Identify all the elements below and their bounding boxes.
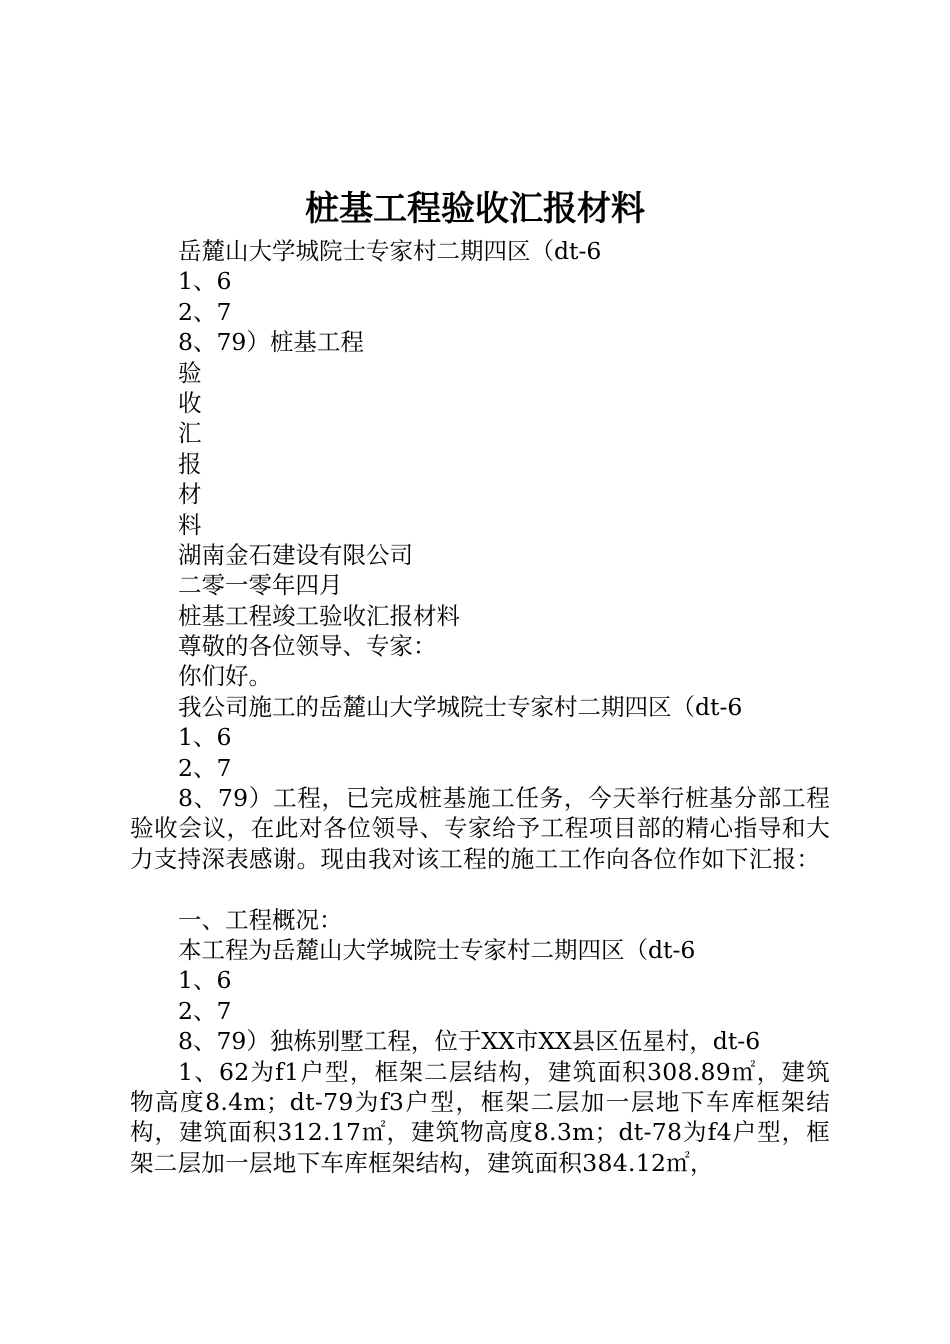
text-line: 1、6 <box>178 267 232 296</box>
text-line: 汇 <box>178 419 202 448</box>
text-line: 1、6 <box>178 723 232 752</box>
document-title: 桩基工程验收汇报材料 <box>305 189 645 229</box>
text-line: 2、7 <box>178 297 232 326</box>
text-line: 1、6 <box>178 966 232 995</box>
text-line: 8、79）桩基工程 <box>178 328 364 357</box>
text-line: 2、7 <box>178 996 232 1025</box>
document-body <box>130 236 830 1178</box>
text-line: 材 <box>178 480 202 509</box>
company-name: 湖南金石建设有限公司 <box>178 540 413 569</box>
text-line: 8、79）独栋别墅工程，位于XX市XX县区伍星村，dt-6 <box>178 1027 761 1056</box>
text-line: 2、7 <box>178 753 232 782</box>
intro-paragraph: 8、79）工程，已完成桩基施工任务，今天举行桩基分部工程验收会议，在此对各位领导、专家给予工程项目部的精心指导和大力支持深表感谢。现由我对该工程的施工工作向各位作如下汇报： <box>130 784 830 873</box>
text-line: 我公司施工的岳麓山大学城院士专家村二期四区（dt-6 <box>178 692 743 721</box>
text-line: 收 <box>178 388 202 417</box>
text-line: 岳麓山大学城院士专家村二期四区（dt-6 <box>178 237 602 265</box>
text-line: 验 <box>178 358 202 387</box>
text-line: 报 <box>178 449 202 478</box>
document-date: 二零一零年四月 <box>178 571 343 600</box>
text-line: 本工程为岳麓山大学城院士专家村二期四区（dt-6 <box>178 936 696 965</box>
section-heading-overview: 一、工程概况： <box>178 905 343 934</box>
greeting: 你们好。 <box>178 662 272 691</box>
salutation: 尊敬的各位领导、专家： <box>178 632 437 661</box>
text-line: 料 <box>178 510 202 539</box>
overview-paragraph: 1、62为f1户型，框架二层结构，建筑面积308.89㎡，建筑物高度8.4m；dt-79为f3户型，框架二层加一层地下车库框架结构，建筑面积312.17㎡，建筑物高度8.3m；dt-78为f4户型，框架二层加一层地下车库框架结构，建筑面积384.12㎡， <box>130 1057 830 1177</box>
section-heading: 桩基工程竣工验收汇报材料 <box>178 601 460 630</box>
